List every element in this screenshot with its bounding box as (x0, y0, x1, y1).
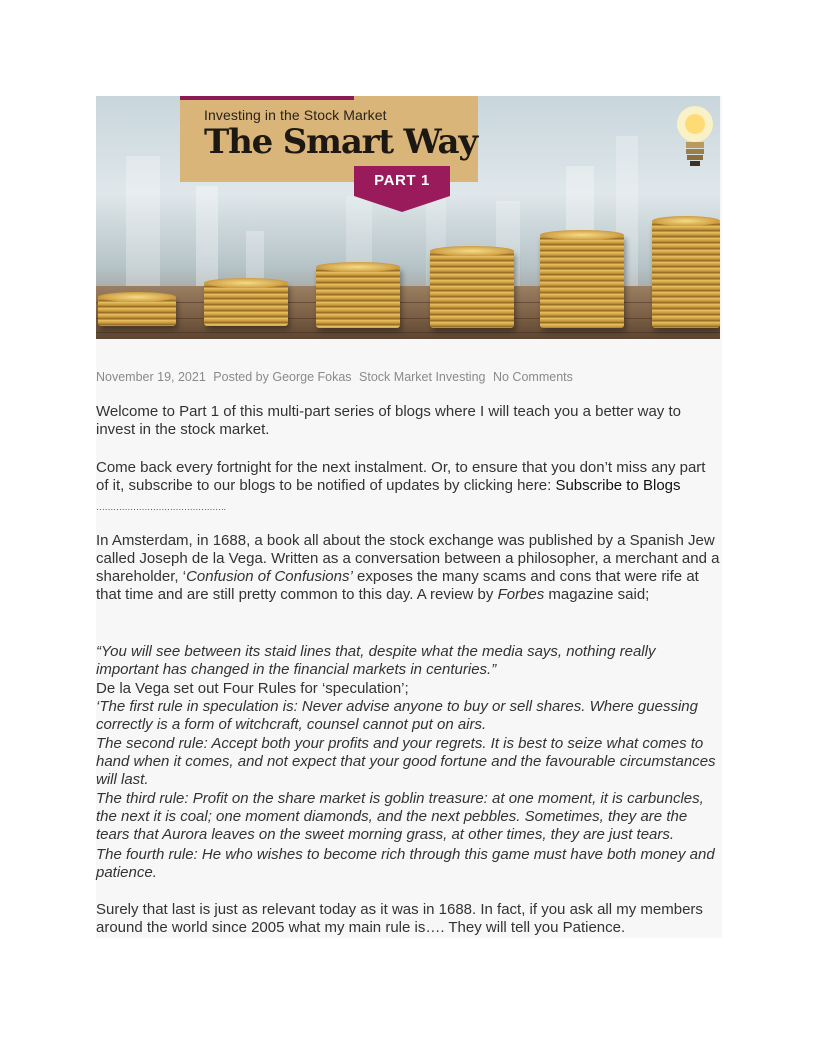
banner-subtitle: Investing in the Stock Market (204, 107, 387, 123)
rule-2: The second rule: Accept both your profits and your regrets. It is best to seize what comes to hand when it comes, and not expect that your good fortune and the favourable circumstances will last. (96, 735, 716, 788)
amsterdam-text-3: magazine said; (544, 586, 650, 603)
rules-intro: De la Vega set out Four Rules for ‘speculation’; (96, 680, 409, 697)
book-title: Confusion of Confusions’ (186, 568, 353, 585)
rule-4: The fourth rule: He who wishes to become rich through this game must have both money and patience. (96, 846, 715, 881)
part-badge-label: PART 1 (374, 172, 430, 189)
post-category[interactable]: Stock Market Investing (359, 370, 486, 384)
light-bulb-icon (674, 100, 716, 170)
forbes-quote: “You will see between its staid lines that, despite what the media says, nothing really important has changed in the financial markets in centuries.” (96, 643, 656, 678)
closing-paragraph: Surely that last is just as relevant today as it was in 1688. In fact, if you ask all my members around the world since 2005 what my main rule is…. They will tell you Patience. (96, 901, 703, 936)
banner-title: The Smart Way (204, 122, 477, 162)
intro-paragraph: Welcome to Part 1 of this multi-part series of blogs where I will teach you a better way to invest in the stock market. (96, 403, 681, 438)
separator-dots: ………………………………………. (96, 502, 226, 512)
subscribe-paragraph (96, 459, 722, 495)
amsterdam-paragraph (96, 532, 722, 604)
subscribe-link[interactable]: Subscribe to Blogs (555, 477, 681, 494)
rule-1: ‘The first rule in speculation is: Never advise anyone to buy or sell shares. Where guessing correctly is a form of witchcraft, counsel cannot put on airs. (96, 698, 698, 733)
rule-3: The third rule: Profit on the share market is goblin treasure: at one moment, it is carbuncles, the next it is coal; one moment diamonds, and the next pebbles. Sometimes, they are the tears that Aurora leaves on the sweet morning grass, at other times, they are just tears. (96, 790, 704, 843)
post-comments[interactable]: No Comments (492, 370, 573, 384)
blog-post (96, 96, 722, 938)
part-badge (354, 166, 450, 212)
post-author[interactable]: Posted by George Fokas (213, 370, 352, 384)
hero-banner-image (96, 96, 720, 339)
forbes-name: Forbes (497, 586, 545, 603)
subscribe-text: Come back every fortnight for the next instalment. Or, to ensure that you don’t miss any part of it, subscribe to our blogs to be notified of updates by clicking here: (96, 459, 706, 494)
post-date: November 19, 2021 (96, 370, 206, 384)
amsterdam-text-1: In Amsterdam, in 1688, a book all about the stock exchange was published by a Spanish Jew called Joseph de la Vega. Written as a conversation between a philosopher, a merchant and a shareholder, ‘ (96, 532, 720, 585)
post-meta (96, 370, 577, 384)
amsterdam-text-2: exposes the many scams and cons that were rife at that time and are still pretty common to this day. A review by (96, 568, 699, 603)
